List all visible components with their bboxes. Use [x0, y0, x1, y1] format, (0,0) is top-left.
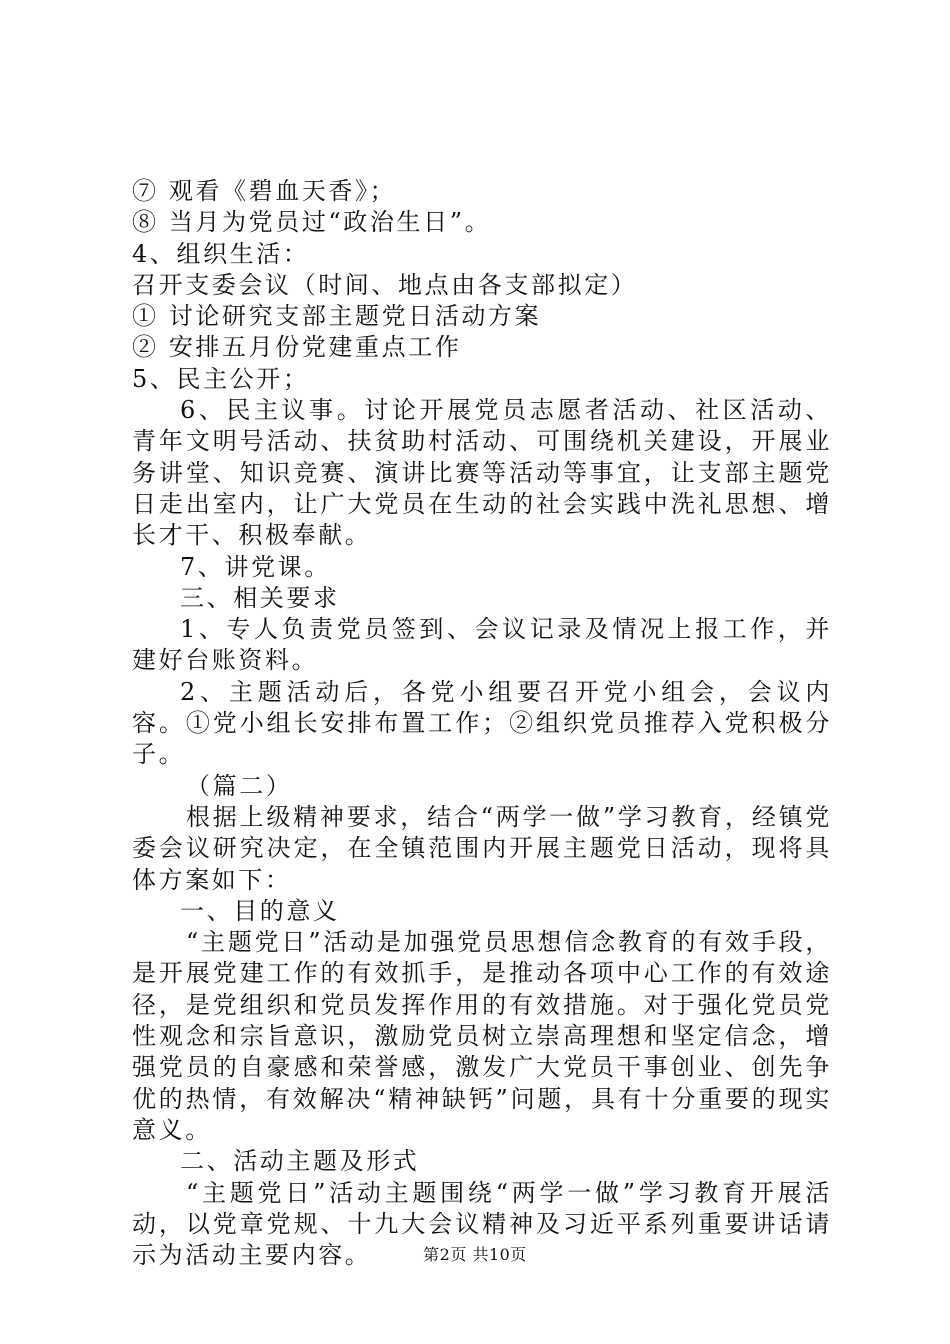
heading-democratic-openness: 5、民主公开； [132, 364, 310, 393]
paragraph-democratic-discussion: 6、民主议事。讨论开展党员志愿者活动、社区活动、青年文明号活动、扶贫助村活动、可围绕机关建设，开展业务讲堂、知识竞赛、演讲比赛等活动等事宜，让支部主题党日走出室内，让广大党员在生动的社会实践中洗礼思想、增长才干、积极奉献。 [132, 396, 832, 550]
paragraph-intro-part-two: 根据上级精神要求，结合“两学一做”学习教育，经镇党委会议研究决定，在全镇范围内开展主题党日活动，现将具体方案如下： [132, 802, 832, 894]
page-footer: 第2页 共10页 [423, 1245, 527, 1264]
requirement-2: 2、主题活动后，各党小组要召开党小组会，会议内容。①党小组长安排布置工作；②组织党员推荐入党积极分子。 [132, 677, 832, 769]
committee-meeting-line: 召开支委会议（时间、地点由各支部拟定） [132, 270, 638, 299]
heading-related-requirements: 三、相关要求 [180, 583, 340, 612]
item-1-discuss-plan: ① 讨论研究支部主题党日活动方案 [132, 302, 542, 331]
heading-organization-life: 4、组织生活： [132, 239, 310, 268]
requirement-1: 1、专人负责党员签到、会议记录及情况上报工作，并建好台账资料。 [132, 615, 832, 675]
item-7-watch-film: ⑦ 观看《碧血天香》； [132, 177, 397, 205]
section-part-two: （篇二） [186, 771, 293, 800]
paragraph-theme: “主题党日”活动主题围绕“两学一做”学习教育开展活动，以党章党规、十九大会议精神及习近平系列重要讲话请示为活动主要内容。 [132, 1178, 832, 1270]
heading-purpose: 一、目的意义 [180, 896, 340, 925]
heading-theme-and-form: 二、活动主题及形式 [180, 1147, 420, 1176]
paragraph-purpose: “主题党日”活动是加强党员思想信念教育的有效手段，是开展党建工作的有效抓手，是推动各项中心工作的有效途径，是党组织和党员发挥作用的有效措施。对于强化党员党性观念和宗旨意识，激励党员树立崇高理想和坚定信念，增强党员的自豪感和荣誉感，激发广大党员干事创业、创先争优的热情，有效解决“精神缺钙”问题，具有十分重要的现实意义。 [132, 928, 832, 1144]
heading-party-lecture: 7、讲党课。 [180, 552, 331, 581]
document-body [132, 176, 832, 1271]
item-8-political-birthday: ⑧ 当月为党员过“政治生日”。 [132, 208, 492, 237]
item-2-may-work: ② 安排五月份党建重点工作 [132, 333, 462, 362]
